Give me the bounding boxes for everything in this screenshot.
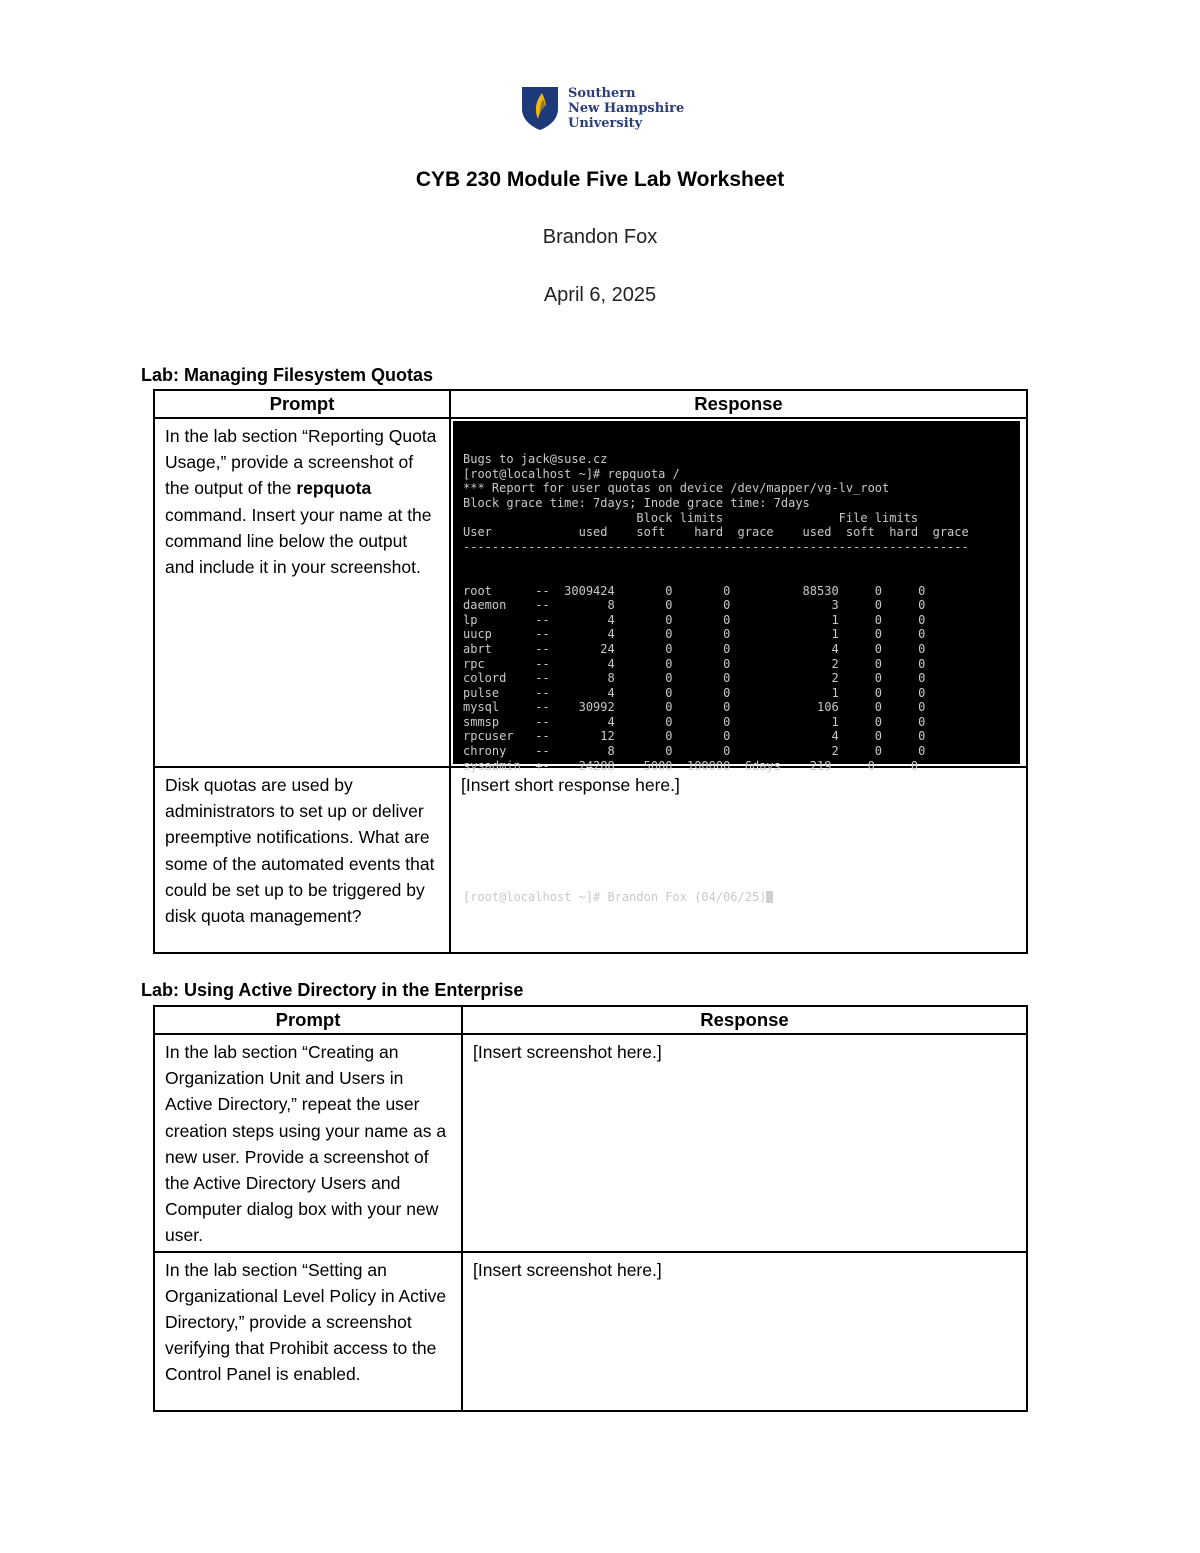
column-header-response: Response: [462, 1006, 1027, 1034]
table-row: [154, 767, 1027, 953]
terminal-quota-rows: [463, 584, 1020, 774]
response-cell: [Insert short response here.]: [450, 767, 1027, 953]
terminal-quota-row: daemon -- 8 0 0 3 0 0: [463, 598, 926, 613]
response-cell: [Insert screenshot here.]: [462, 1034, 1027, 1252]
table-row: [154, 1034, 1027, 1252]
table-header-row: [154, 1006, 1027, 1034]
university-logo: [520, 84, 684, 132]
terminal-prompt-text: [root@localhost ~]# Brandon Fox (04/06/25): [463, 890, 767, 904]
terminal-line: User used soft hard grace used soft hard grace: [463, 525, 969, 540]
section-heading-filesystem-quotas: Lab: Managing Filesystem Quotas: [141, 365, 434, 385]
terminal-quota-row: lp -- 4 0 0 1 0 0: [463, 612, 926, 627]
cursor-icon: [766, 891, 773, 903]
terminal-quota-row: abrt -- 24 0 0 4 0 0: [463, 641, 926, 656]
terminal-line: Bugs to jack@suse.cz: [463, 452, 608, 467]
terminal-quota-row: rpcuser -- 12 0 0 4 0 0: [463, 729, 926, 744]
logo-line-2: New Hampshire: [568, 100, 685, 116]
prompt-cell: In the lab section “Creating an Organization Unit and Users in Active Directory,” repeat the user creation steps using your name as a new user. Provide a screenshot of the Active Directory Users and Computer dialog box with your new user.: [154, 1034, 462, 1252]
terminal-line: *** Report for user quotas on device /dev/mapper/vg-lv_root: [463, 481, 890, 496]
prompt-text: In the lab section “Reporting Quota Usage,” provide a screenshot of the output of the: [165, 426, 437, 499]
terminal-line: Block grace time: 7days; Inode grace time: 7days: [463, 495, 810, 510]
active-directory-table: [153, 1005, 1028, 1412]
terminal-quota-row: smmsp -- 4 0 0 1 0 0: [463, 714, 926, 729]
terminal-line: ----------------------------------------------------------------------: [463, 539, 969, 554]
terminal-quota-row: chrony -- 8 0 0 2 0 0: [463, 744, 926, 759]
prompt-cell: In the lab section “Setting an Organizational Level Policy in Active Directory,” provide a screenshot verifying that Prohibit access to the Control Panel is enabled.: [154, 1252, 462, 1411]
terminal-quota-row: rpc -- 4 0 0 2 0 0: [463, 656, 926, 671]
logo-wordmark: [568, 86, 684, 131]
terminal-quota-row: sysadmin +- 24288 5000 100000 6days 219 0 0: [463, 758, 919, 773]
section-heading-active-directory: Lab: Using Active Directory in the Enterprise: [141, 980, 524, 1000]
column-header-prompt: Prompt: [154, 1006, 462, 1034]
response-cell: [Insert screenshot here.]: [462, 1252, 1027, 1411]
document-title: CYB 230 Module Five Lab Worksheet: [415, 168, 785, 191]
column-header-prompt: Prompt: [154, 390, 450, 418]
column-header-response: Response: [450, 390, 1027, 418]
terminal-header-lines: [463, 452, 1020, 554]
table-header-row: [154, 390, 1027, 418]
table-row: [154, 418, 1027, 767]
terminal-quota-row: pulse -- 4 0 0 1 0 0: [463, 685, 926, 700]
prompt-cell: [154, 418, 450, 767]
prompt-text-continued: command. Insert your name at the command line below the output and include it in your screenshot.: [165, 504, 432, 578]
terminal-quota-row: mysql -- 30992 0 0 106 0 0: [463, 700, 926, 715]
terminal-line: [root@localhost ~]# repquota /: [463, 466, 680, 481]
shield-flame-icon: [520, 85, 560, 131]
document-date: April 6, 2025: [543, 284, 657, 306]
terminal-line: Block limits File limits: [463, 510, 919, 525]
command-name: repquota: [296, 478, 372, 499]
terminal-quota-row: uucp -- 4 0 0 1 0 0: [463, 627, 926, 642]
prompt-cell: Disk quotas are used by administrators to set up or deliver preemptive notifications. What are some of the automated events that could be set up to be triggered by disk quota management?: [154, 767, 450, 953]
logo-line-3: University: [568, 115, 643, 131]
table-row: [154, 1252, 1027, 1411]
terminal-quota-row: colord -- 8 0 0 2 0 0: [463, 671, 926, 686]
quotas-table: [153, 389, 1028, 954]
logo-line-1: Southern: [568, 85, 636, 101]
author-name: Brandon Fox: [542, 226, 658, 248]
terminal-quota-row: root -- 3009424 0 0 88530 0 0: [463, 583, 926, 598]
